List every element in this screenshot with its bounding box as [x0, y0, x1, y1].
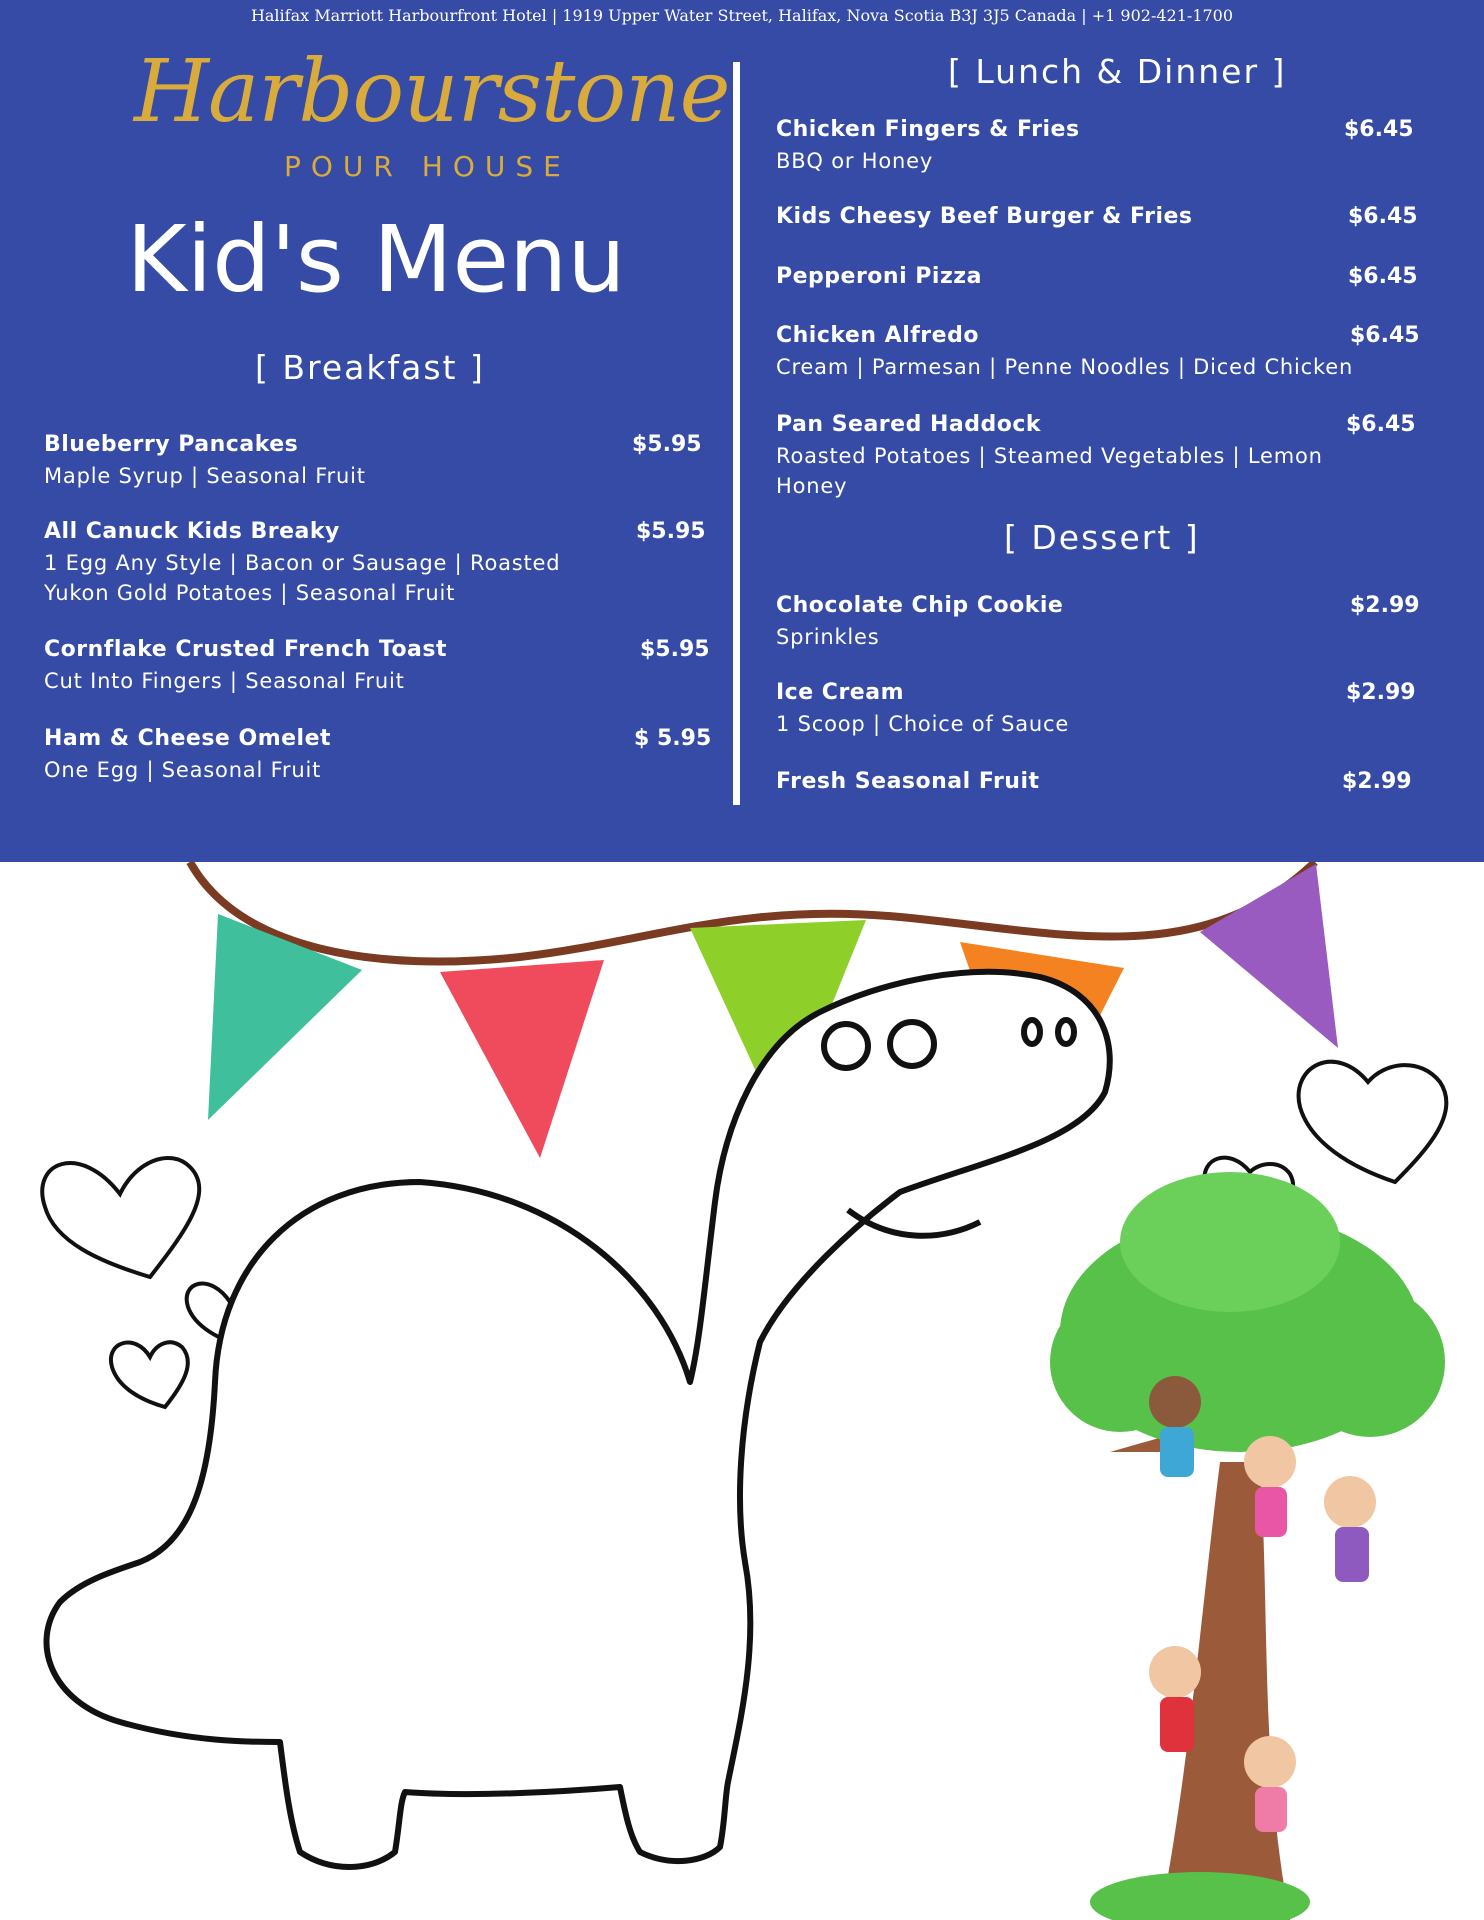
column-divider [733, 62, 740, 805]
item-price: $5.95 [636, 519, 706, 544]
hotel-address: Halifax Marriott Harbourfront Hotel | 1919 Upper Water Street, Halifax, Nova Scotia B3J 3J5 Canada | +1 902-421-1700 [250, 6, 1234, 25]
menu-item [776, 323, 1456, 382]
dessert-heading: [ Dessert ] [1004, 518, 1200, 557]
menu-item [44, 519, 706, 608]
menu-item [776, 680, 1436, 739]
item-price: $2.99 [1346, 680, 1416, 705]
item-description: BBQ or Honey [776, 149, 934, 173]
tree-with-kids-icon [1050, 1172, 1445, 1920]
item-name: Ham & Cheese Omelet [44, 726, 332, 751]
menu-item [776, 769, 1436, 797]
item-name: Blueberry Pancakes [44, 432, 299, 457]
item-name: Chocolate Chip Cookie [776, 593, 1064, 618]
menu-item [776, 117, 1436, 176]
item-name: Cornflake Crusted French Toast [44, 637, 448, 662]
item-name: Fresh Seasonal Fruit [776, 769, 1040, 794]
menu-item [44, 726, 712, 785]
item-description: 1 Egg Any Style | Bacon or Sausage | Roasted Yukon Gold Potatoes | Seasonal Fruit [44, 551, 561, 605]
item-description: Sprinkles [776, 625, 880, 649]
item-description: Maple Syrup | Seasonal Fruit [44, 464, 366, 488]
menu-panel [0, 0, 1484, 862]
item-name: Chicken Fingers & Fries [776, 117, 1080, 142]
item-description: Cut Into Fingers | Seasonal Fruit [44, 669, 405, 693]
heart-icon [42, 1158, 199, 1277]
item-name: Kids Cheesy Beef Burger & Fries [776, 204, 1193, 229]
item-name: All Canuck Kids Breaky [44, 519, 340, 544]
dinosaur-outline-icon [47, 972, 1110, 1867]
item-name: Ice Cream [776, 680, 904, 705]
item-description: Roasted Potatoes | Steamed Vegetables | Lemon Honey [776, 444, 1323, 498]
item-description: Cream | Parmesan | Penne Noodles | Diced Chicken [776, 355, 1354, 379]
logo-subtitle: POUR HOUSE [284, 150, 571, 183]
item-price: $ 5.95 [634, 726, 712, 751]
breakfast-heading: [ Breakfast ] [255, 348, 485, 387]
flag-teal-icon [208, 914, 362, 1120]
menu-item [776, 264, 1436, 292]
item-price: $2.99 [1342, 769, 1412, 794]
flag-purple-icon [1200, 864, 1338, 1048]
item-price: $5.95 [640, 637, 710, 662]
menu-item [44, 432, 702, 491]
item-price: $5.95 [632, 432, 702, 457]
item-name: Chicken Alfredo [776, 323, 979, 348]
menu-item [44, 637, 710, 696]
item-price: $6.45 [1344, 117, 1414, 142]
heart-icon [1299, 1062, 1447, 1182]
menu-item [776, 204, 1436, 232]
item-price: $2.99 [1350, 593, 1420, 618]
item-price: $6.45 [1346, 412, 1416, 437]
flag-red-icon [440, 960, 604, 1158]
logo-script: Harbourstone [134, 42, 730, 142]
item-name: Pan Seared Haddock [776, 412, 1042, 437]
item-price: $6.45 [1348, 204, 1418, 229]
lunch-heading: [ Lunch & Dinner ] [948, 52, 1287, 91]
item-price: $6.45 [1348, 264, 1418, 289]
illustration-area [0, 862, 1484, 1920]
item-price: $6.45 [1350, 323, 1420, 348]
item-description: One Egg | Seasonal Fruit [44, 758, 322, 782]
heart-icon [111, 1342, 188, 1407]
item-name: Pepperoni Pizza [776, 264, 982, 289]
page-title: Kid's Menu [126, 206, 626, 313]
menu-item [776, 412, 1436, 501]
item-description: 1 Scoop | Choice of Sauce [776, 712, 1070, 736]
menu-item [776, 593, 1436, 652]
